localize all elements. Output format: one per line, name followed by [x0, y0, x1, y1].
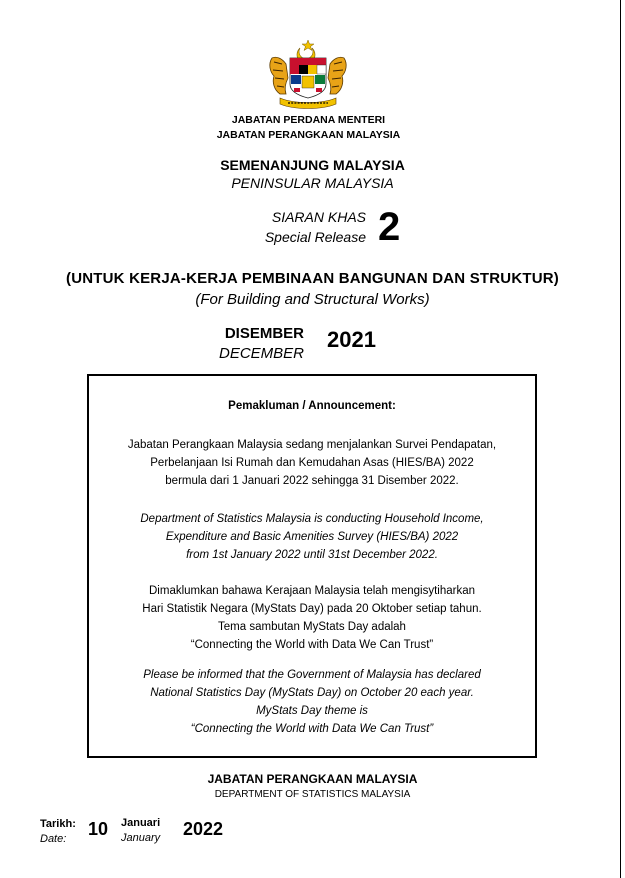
release-label-ms: SIARAN KHAS [271, 209, 366, 225]
region-title-en: PENINSULAR MALAYSIA [231, 175, 394, 191]
date-label-ms: Tarikh: [40, 818, 76, 830]
paragraph-line: Please be informed that the Government of Malaysia has declared [143, 669, 481, 681]
region-title-ms: SEMENANJUNG MALAYSIA [220, 157, 405, 173]
paragraph-line: from 1st January 2022 until 31st December 2022. [186, 549, 438, 561]
paragraph-line: Expenditure and Basic Amenities Survey (HIES/BA) 2022 [165, 531, 459, 543]
purpose-title-ms: (UNTUK KERJA-KERJA PEMBINAAN BANGUNAN DAN STRUKTUR) [66, 270, 559, 287]
announcement-paragraph-survey-ms [89, 436, 535, 490]
paragraph-line: Tema sambutan MyStats Day adalah [218, 621, 406, 633]
date-label-en: Date: [40, 833, 67, 845]
footer-dept-en: DEPARTMENT OF STATISTICS MALAYSIA [214, 789, 411, 800]
paragraph-line: National Statistics Day (MyStats Day) on October 20 each year. [150, 687, 474, 699]
paragraph-line: Perbelanjaan Isi Rumah dan Kemudahan Asas (HIES/BA) 2022 [150, 457, 474, 469]
date-month-en: January [121, 832, 161, 844]
date-year: 2022 [183, 819, 224, 839]
agency-line-2: JABATAN PERANGKAAN MALAYSIA [216, 129, 401, 141]
date-day: 10 [88, 819, 109, 839]
paragraph-line: bermula dari 1 Januari 2022 sehingga 31 Disember 2022. [165, 475, 459, 487]
footer-dept-ms: JABATAN PERANGKAAN MALAYSIA [207, 772, 418, 786]
paragraph-line: Hari Statistik Negara (MyStats Day) pada 20 Oktober setiap tahun. [142, 603, 482, 615]
paragraph-line: Dimaklumkan bahawa Kerajaan Malaysia telah mengisytiharkan [149, 585, 475, 597]
date-month-ms: Januari [121, 817, 161, 829]
announcement-box [87, 374, 537, 758]
period-month-en: DECEMBER [218, 345, 304, 362]
period-year: 2021 [327, 327, 376, 352]
agency-line-1: JABATAN PERDANA MENTERI [231, 114, 386, 126]
paragraph-line: “Connecting the World with Data We Can Trust” [190, 723, 434, 735]
release-number: 2 [378, 205, 401, 249]
paragraph-line: Jabatan Perangkaan Malaysia sedang menjalankan Survei Pendapatan, [127, 439, 497, 451]
coat-of-arms-emblem [264, 38, 352, 110]
paragraph-line: “Connecting the World with Data We Can Trust” [190, 639, 434, 651]
announcement-title: Pemakluman / Announcement: [228, 400, 396, 412]
announcement-paragraph-mystats-en [89, 666, 535, 738]
announcement-paragraph-mystats-ms [89, 582, 535, 654]
release-label-en: Special Release [264, 229, 366, 245]
announcement-paragraph-survey-en [89, 510, 535, 564]
purpose-title-en: (For Building and Structural Works) [195, 291, 430, 308]
period-month-ms: DISEMBER [224, 325, 304, 342]
paragraph-line: Department of Statistics Malaysia is conducting Household Income, [140, 513, 484, 525]
paragraph-line: MyStats Day theme is [256, 705, 368, 717]
